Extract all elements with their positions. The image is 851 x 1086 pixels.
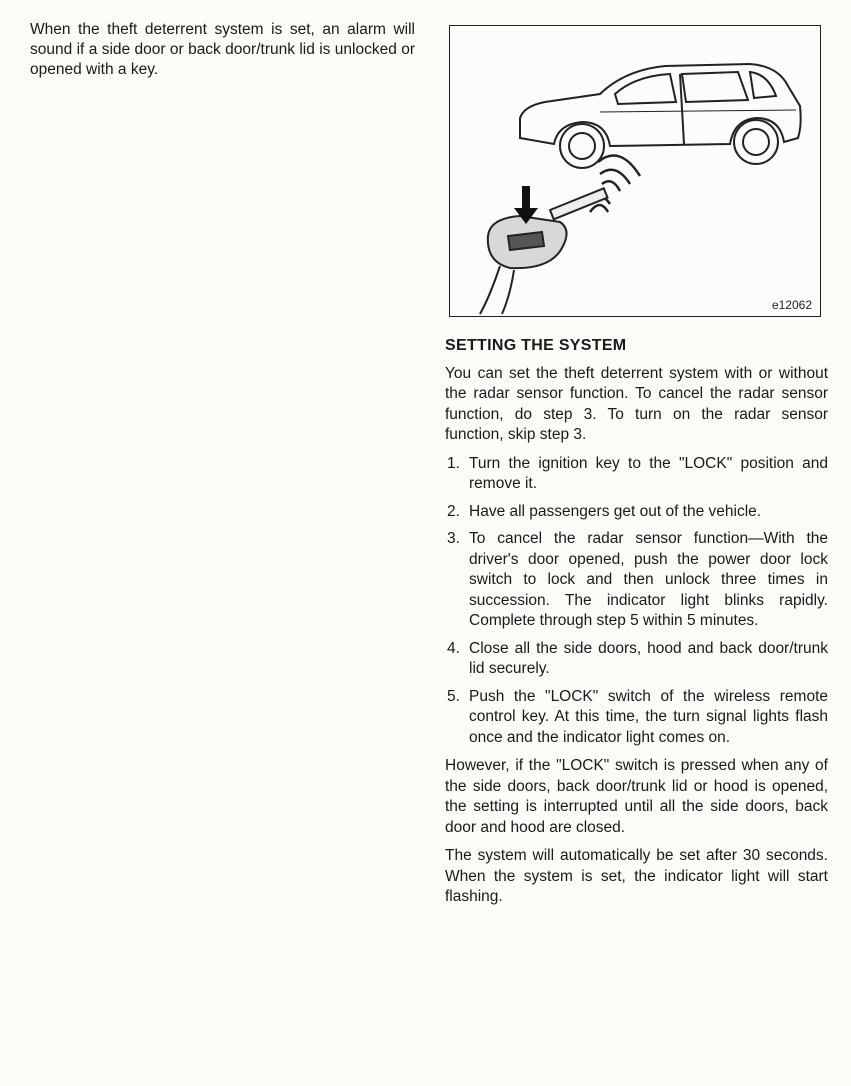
step-text: Turn the ignition key to the "LOCK" position and remove it.: [469, 454, 828, 492]
step-text: Have all passengers get out of the vehicle.: [469, 502, 762, 520]
list-item: [443, 529, 828, 632]
final-paragraph: The system will automatically be set after 30 seconds. When the system is set, the indicator light will start flashing.: [445, 847, 828, 905]
left-column: [30, 20, 415, 80]
figure-code: e12062: [771, 298, 812, 312]
figure-car-remote: [449, 25, 821, 317]
steps-list: [443, 454, 828, 749]
step-number: 4.: [447, 639, 460, 657]
step-text: Close all the side doors, hood and back door/trunk lid securely.: [469, 639, 828, 677]
list-item: [443, 687, 828, 749]
car-with-remote-key-illustration: [450, 26, 822, 318]
list-item: [443, 639, 828, 680]
step-number: 2.: [447, 502, 460, 520]
however-paragraph: However, if the "LOCK" switch is pressed when any of the side doors, back door/trunk lid or hood is opened, the setting is interrupted until all the side doors, back door and hood are closed.: [445, 757, 828, 836]
step-number: 3.: [447, 530, 460, 547]
step-number: 1.: [447, 454, 460, 472]
list-item: [443, 502, 828, 523]
intro-paragraph: When the theft deterrent system is set, an alarm will sound if a side door or back door/trunk lid is unlocked or opened with a key.: [30, 21, 415, 78]
right-column: [443, 336, 828, 916]
section-intro: You can set the theft deterrent system with or without the radar sensor function. To cancel the radar sensor function, do step 3. To turn on the radar sensor function, skip step 3.: [445, 364, 828, 443]
list-item: [443, 454, 828, 495]
step-text: To cancel the radar sensor function—With the driver's door opened, push the power door lock switch to lock and then unlock three times in succession. The indicator light blinks rapidly. Complete through step 5 within 5 minutes.: [469, 530, 828, 629]
step-text: Push the "LOCK" switch of the wireless remote control key. At this time, the turn signal lights flash once and the indicator light comes on.: [469, 687, 828, 746]
step-number: 5.: [447, 687, 460, 705]
section-heading: SETTING THE SYSTEM: [445, 337, 627, 354]
